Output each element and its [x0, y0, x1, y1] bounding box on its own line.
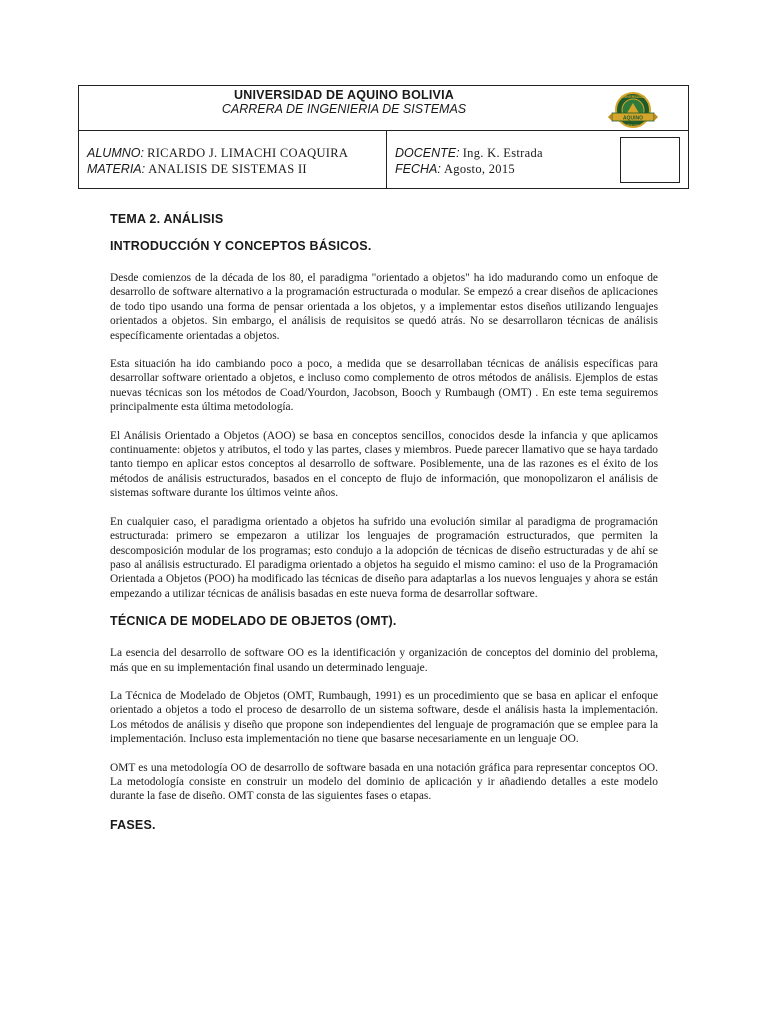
paragraph-2: Esta situación ha ido cambiando poco a poco, a medida que se desarrollaban técnicas de análisis específicas para desarrollar software orientado a objetos, e incluso como complemento de otros métodos de análisis. Ejemplos de estas nuevas técnicas son los métodos de Coad/Yourdon, Jacobson, Booch y Rumbaugh (OMT) . En este tema seguiremos principalmente esta última metodología. — [110, 358, 658, 414]
teacher-label: DOCENTE: — [395, 146, 460, 160]
teacher-line — [395, 146, 543, 161]
paragraph-1: Desde comienzos de la década de los 80, el paradigma "orientado a objetos" ha ido madurando como un enfoque de desarrollo de software alternativo a la programación estructurada o modular. Se empezó a crear diseños de aplicaciones de todo tipo usando una forma de pensar orientada a los objetos, y a implementar estos diseños utilizando lenguajes orientados a objetos. Sin embargo, el análisis de requisitos se quedó atrás. No se desarrollaron técnicas de análisis específicamente orientadas a objetos. — [110, 272, 658, 342]
section-heading-intro: INTRODUCCIÓN Y CONCEPTOS BÁSICOS. — [110, 239, 372, 253]
student-value: RICARDO J. LIMACHI COAQUIRA — [147, 146, 349, 160]
seal-top-text: UNIVERSIDAD — [620, 95, 646, 99]
section-heading-phases: FASES. — [110, 817, 156, 832]
career-name: CARRERA DE INGENIERIA DE SISTEMAS — [221, 102, 467, 116]
header-title-row — [79, 86, 688, 131]
student-info — [79, 131, 387, 189]
paragraph-6: La Técnica de Modelado de Objetos (OMT, Rumbaugh, 1991) es un procedimiento que se basa en aplicar el enfoque orientado a objetos a todo el proceso de desarrollo de un sistema software, desde el análisis hasta la implementación. Los métodos de análisis y diseño que propone son independientes del lenguaje de programación que se emplee para la implementación. Incluso esta implementación no tiene que basarse necesariamente en un lenguaje OO. — [110, 689, 658, 746]
subject-value: ANALISIS DE SISTEMAS II — [148, 162, 307, 176]
topic-heading: TEMA 2. ANÁLISIS — [110, 212, 224, 226]
paragraph-3: El Análisis Orientado a Objetos (AOO) se basa en conceptos sencillos, conocidos desde la infancia y que aplicamos continuamente: objetos y atributos, el todo y las partes, clases y miembros. Puede parecer llamativo que se haya tardado tanto tiempo en aplicar estos conceptos al desarrollo de software. Posiblemente, una de las razones es el éxito de los métodos de análisis estructurados, basados en el concepto de flujo de información, que monopolizaron el análisis de sistemas software durante los últimos veinte años. — [110, 429, 658, 500]
teacher-value: Ing. K. Estrada — [462, 146, 543, 160]
paragraph-5: La esencia del desarrollo de software OO es la identificación y organización de conceptos del dominio del problema, más que en su implementación final usando un determinado lenguaje. — [110, 647, 658, 674]
date-value: Agosto, 2015 — [443, 162, 515, 176]
student-line — [87, 146, 348, 161]
subject-line — [87, 162, 307, 177]
university-name: UNIVERSIDAD DE AQUINO BOLIVIA — [234, 88, 454, 102]
paragraph-4: En cualquier caso, el paradigma orientado a objetos ha sufrido una evolución similar al paradigma de programación estructurada: primero se empezaron a utilizar los lenguajes de programación estructurados, que permiten la descomposición modular de los programas; esto condujo a la adopción de técnicas de diseño estructuradas y de ahí se paso al análisis estructurado. El paradigma orientado a objetos ha seguido el mismo camino: el uso de la Programación Orientada a Objetos (POO) ha modificado las técnicas de diseño para adaptarlas a los nuevos lenguajes y ahora se están empezando a utilizar técnicas de análisis basadas en este nueva forma de desarrollar software. — [110, 515, 658, 600]
seal-bottom-text: BOLIVIA — [627, 123, 639, 127]
university-seal-icon — [607, 91, 659, 131]
date-label: FECHA: — [395, 162, 441, 176]
student-label: ALUMNO: — [87, 146, 144, 160]
section-heading-omt: TÉCNICA DE MODELADO DE OBJETOS (OMT). — [110, 614, 397, 629]
grade-box — [620, 137, 680, 183]
header-info-row — [79, 131, 688, 189]
subject-label: MATERIA: — [87, 162, 146, 176]
document-header — [78, 85, 689, 189]
teacher-info — [387, 131, 618, 189]
date-line — [395, 162, 515, 177]
seal-banner-text: AQUINO — [623, 115, 643, 122]
paragraph-7: OMT es una metodología OO de desarrollo de software basada en una notación gráfica para representar conceptos OO. La metodología consiste en construir un modelo del dominio de aplicación y ir añadiendo detalles a este modelo durante la fase de diseño. OMT consta de las siguientes fases o etapas. — [110, 761, 658, 803]
document-body — [110, 212, 658, 832]
